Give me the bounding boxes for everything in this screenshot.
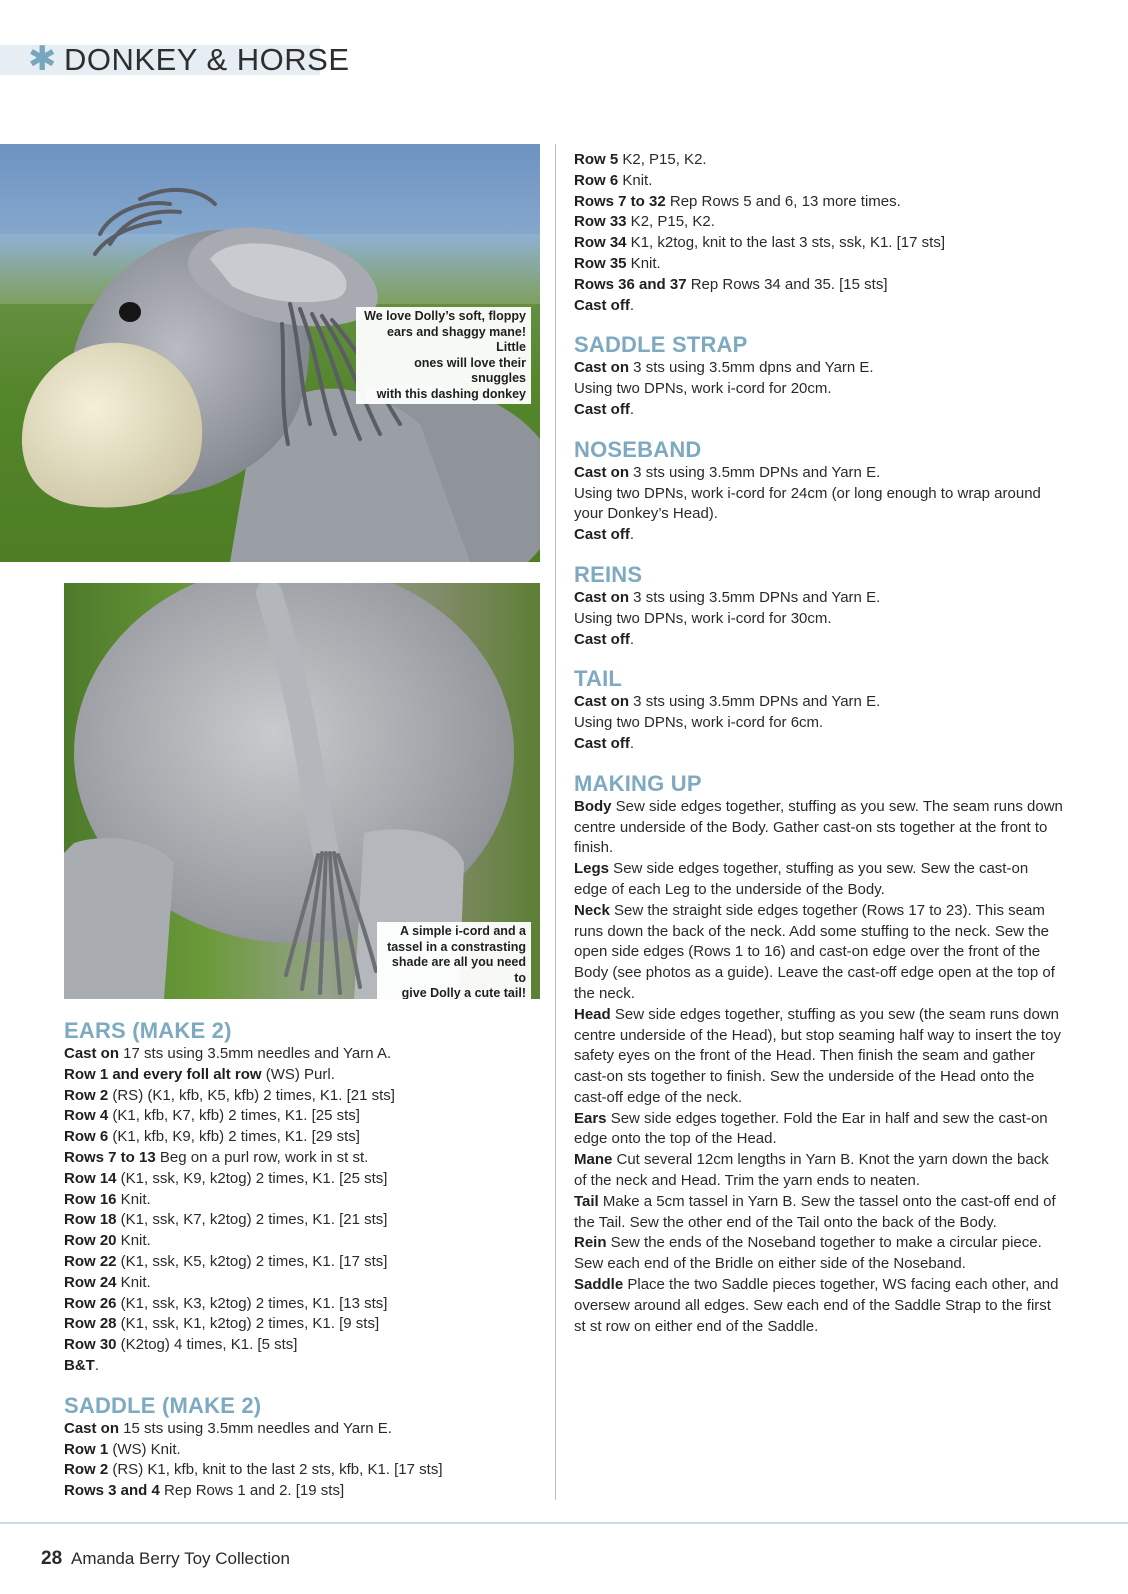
- instruction-text: (K1, ssk, K1, k2tog) 2 times, K1. [9 sts]: [116, 1315, 380, 1333]
- instruction-label: Legs: [574, 860, 610, 878]
- instruction-label: Body: [574, 797, 612, 815]
- instruction-text: 17 sts using 3.5mm needles and Yarn A.: [119, 1045, 392, 1062]
- instruction-line: [574, 1150, 1064, 1192]
- instruction-text: .: [629, 734, 635, 752]
- instruction-text: Sew side edges together, stuffing as you sew. Sew the cast-on edge of each Leg to the underside of the Body.: [574, 860, 1029, 898]
- instruction-text: (K1, ssk, K3, k2tog) 2 times, K1. [13 sts]: [116, 1294, 388, 1312]
- instruction-line: [574, 484, 1064, 526]
- instruction-line: [574, 609, 1064, 630]
- section-reins: [574, 562, 1064, 650]
- instruction-label: Cast off: [574, 630, 630, 648]
- instruction-label: Cast on: [574, 359, 630, 377]
- instruction-label: Rows 7 to 13: [64, 1148, 156, 1166]
- instruction-line: [64, 1169, 534, 1190]
- instruction-line: [574, 296, 1064, 317]
- instruction-text: (K1, ssk, K9, k2tog) 2 times, K1. [25 sts]: [116, 1169, 388, 1187]
- asterisk-icon: ✱: [28, 39, 57, 79]
- section-saddle: [64, 1393, 534, 1502]
- instruction-label: Row 2: [64, 1461, 109, 1479]
- instruction-line: [574, 630, 1064, 651]
- instruction-line: [574, 192, 1064, 213]
- instruction-label: Row 28: [64, 1315, 117, 1333]
- instruction-text: Using two DPNs, work i-cord for 24cm (or long enough to wrap around your Donkey’s Head).: [574, 484, 1041, 523]
- footer-rule: [0, 1522, 1128, 1524]
- instruction-line: [64, 1252, 534, 1273]
- instruction-label: Rows 7 to 32: [574, 192, 666, 210]
- instruction-line: [574, 1275, 1064, 1337]
- instruction-line: [64, 1190, 534, 1211]
- instruction-line: [574, 734, 1064, 755]
- instruction-label: Row 26: [64, 1294, 117, 1312]
- instruction-line: [64, 1314, 534, 1335]
- instruction-label: Ears: [574, 1109, 607, 1127]
- instruction-line: [574, 525, 1064, 546]
- instruction-line: [574, 358, 1064, 379]
- instruction-list: [574, 588, 1064, 650]
- left-column: [64, 1018, 534, 1518]
- instruction-label: Rein: [574, 1234, 607, 1252]
- instruction-line: [574, 1005, 1064, 1109]
- instruction-line: [64, 1273, 534, 1294]
- instruction-text: Sew side edges together, stuffing as you sew (the seam runs down centre underside of the Head), but stop seaming half way to insert the toy safety eyes on the front of the Head. Then finish the seam and gather cast-on sts together to finish. Sew the underside of the Head onto the cast-off edge of the neck.: [574, 1005, 1061, 1106]
- instruction-text: Sew the ends of the Noseband together to make a circular piece. Sew each end of the Bridle on either side of the Noseband.: [574, 1234, 1042, 1273]
- section-making-up: [574, 771, 1064, 1338]
- instruction-line: [64, 1148, 534, 1169]
- instruction-line: [64, 1419, 534, 1440]
- instruction-text: Using two DPNs, work i-cord for 6cm.: [574, 714, 824, 732]
- instruction-text: 15 sts using 3.5mm needles and Yarn E.: [119, 1419, 392, 1437]
- photo-caption: A simple i-cord and a tassel in a constrasting shade are all you need to give Dolly a cute tail!: [377, 922, 531, 999]
- instruction-line: [574, 1109, 1064, 1151]
- instruction-text: Rep Rows 1 and 2. [19 sts]: [159, 1482, 345, 1500]
- instruction-label: Tail: [574, 1192, 599, 1210]
- instruction-text: 3 sts using 3.5mm DPNs and Yarn E.: [629, 693, 881, 711]
- instruction-text: (K1, kfb, K9, kfb) 2 times, K1. [29 sts]: [108, 1128, 360, 1146]
- instruction-label: Cast on: [574, 693, 630, 711]
- instruction-label: Row 34: [574, 234, 627, 252]
- instruction-label: Row 30: [64, 1336, 117, 1354]
- instruction-list: [574, 463, 1064, 546]
- instruction-line: [64, 1127, 534, 1148]
- instruction-label: Cast on: [574, 463, 630, 481]
- instruction-list: [64, 1419, 534, 1502]
- right-column: [574, 150, 1064, 1353]
- instruction-line: [574, 400, 1064, 421]
- instruction-text: K1, k2tog, knit to the last 3 sts, ssk, K1. [17 sts]: [626, 234, 945, 252]
- instruction-label: Row 24: [64, 1273, 117, 1291]
- instruction-label: Row 1: [64, 1440, 109, 1458]
- instruction-list: [574, 692, 1064, 754]
- instruction-text: (K1, ssk, K5, k2tog) 2 times, K1. [17 sts]: [116, 1252, 388, 1270]
- section-ears: [64, 1018, 534, 1377]
- instruction-line: [574, 463, 1064, 484]
- section-heading: TAIL: [574, 666, 623, 692]
- instruction-label: Row 20: [64, 1232, 117, 1250]
- section-heading: EARS (MAKE 2): [64, 1018, 232, 1043]
- instruction-text: Knit.: [626, 254, 661, 272]
- instruction-line: [574, 901, 1064, 1005]
- instruction-text: (K2tog) 4 times, K1. [5 sts]: [116, 1336, 298, 1354]
- instruction-label: Row 35: [574, 254, 627, 272]
- publication-name: Amanda Berry Toy Collection: [71, 1549, 290, 1568]
- section-heading: SADDLE (MAKE 2): [64, 1392, 262, 1418]
- instruction-label: Row 14: [64, 1169, 117, 1187]
- instruction-label: Row 33: [574, 213, 627, 231]
- section-heading: REINS: [574, 561, 643, 587]
- instruction-label: Row 2: [64, 1086, 109, 1104]
- section-saddle-strap: [574, 332, 1064, 420]
- instruction-line: [64, 1440, 534, 1461]
- instruction-text: Knit.: [116, 1190, 151, 1208]
- instruction-line: [574, 859, 1064, 901]
- section-tail: [574, 666, 1064, 754]
- instruction-label: Row 18: [64, 1211, 117, 1229]
- instruction-text: (K1, ssk, K7, k2tog) 2 times, K1. [21 sts]: [116, 1211, 388, 1229]
- instruction-line: [64, 1460, 534, 1481]
- instruction-text: Knit.: [618, 171, 653, 189]
- instruction-label: Saddle: [574, 1276, 624, 1294]
- instruction-line: [574, 171, 1064, 192]
- instruction-label: Row 5: [574, 151, 619, 168]
- section-heading: NOSEBAND: [574, 436, 702, 462]
- instruction-label: Row 22: [64, 1252, 117, 1270]
- instruction-label: Neck: [574, 901, 610, 919]
- instruction-line: [64, 1481, 534, 1502]
- instruction-line: [574, 212, 1064, 233]
- section-saddle-continued: [574, 150, 1064, 316]
- donkey-tail-photo: [64, 583, 540, 999]
- instruction-label: Row 6: [64, 1128, 109, 1146]
- section-noseband: [574, 437, 1064, 546]
- instruction-line: [574, 379, 1064, 400]
- section-heading: MAKING UP: [574, 770, 702, 796]
- instruction-label: Cast on: [64, 1045, 120, 1062]
- instruction-label: Rows 36 and 37: [574, 275, 687, 293]
- instruction-label: Head: [574, 1005, 611, 1023]
- instruction-text: Rep Rows 34 and 35. [15 sts]: [686, 275, 888, 293]
- instruction-list: [574, 797, 1064, 1338]
- instruction-text: (K1, kfb, K7, kfb) 2 times, K1. [25 sts]: [108, 1107, 360, 1125]
- instruction-text: .: [629, 296, 635, 314]
- instruction-line: [64, 1106, 534, 1127]
- instruction-text: 3 sts using 3.5mm DPNs and Yarn E.: [629, 463, 881, 481]
- instruction-label: Cast off: [574, 526, 630, 544]
- instruction-text: K2, P15, K2.: [618, 151, 707, 168]
- instruction-label: Row 16: [64, 1190, 117, 1208]
- instruction-text: .: [629, 630, 635, 648]
- instruction-line: [64, 1294, 534, 1315]
- column-divider: [555, 144, 556, 1500]
- instruction-list: [64, 1044, 534, 1377]
- instruction-line: [574, 150, 1064, 171]
- instruction-label: Cast on: [574, 588, 630, 606]
- instruction-text: .: [629, 400, 635, 418]
- instruction-text: Sew side edges together. Fold the Ear in half and sew the cast-on edge onto the top of the Head.: [574, 1109, 1048, 1148]
- instruction-text: Using two DPNs, work i-cord for 30cm.: [574, 609, 832, 627]
- instruction-line: [574, 797, 1064, 859]
- instruction-line: [574, 233, 1064, 254]
- instruction-text: K2, P15, K2.: [626, 213, 715, 231]
- instruction-label: Rows 3 and 4: [64, 1482, 160, 1500]
- page-number: 28: [41, 1548, 63, 1569]
- instruction-line: [574, 713, 1064, 734]
- photo-caption: We love Dolly’s soft, floppy ears and shaggy mane! Little ones will love their snuggles with this dashing donkey: [356, 307, 531, 404]
- instruction-label: B&T: [64, 1356, 95, 1374]
- section-heading: SADDLE STRAP: [574, 332, 748, 358]
- instruction-list: [574, 150, 1064, 316]
- instruction-line: [64, 1210, 534, 1231]
- instruction-line: [64, 1065, 534, 1086]
- instruction-text: 3 sts using 3.5mm dpns and Yarn E.: [629, 359, 874, 377]
- instruction-text: Knit.: [116, 1273, 151, 1291]
- instruction-label: Row 6: [574, 171, 619, 189]
- instruction-text: (RS) (K1, kfb, K5, kfb) 2 times, K1. [21 sts]: [108, 1086, 395, 1104]
- instruction-label: Row 4: [64, 1107, 109, 1125]
- instruction-line: [574, 588, 1064, 609]
- instruction-text: Place the two Saddle pieces together, WS facing each other, and oversew around all edges. Sew each end of the Saddle Strap to the first st st row on either end of the Saddle.: [574, 1276, 1059, 1335]
- instruction-line: [574, 1233, 1064, 1275]
- instruction-line: [574, 1192, 1064, 1234]
- instruction-text: .: [629, 526, 635, 544]
- instruction-text: .: [94, 1356, 99, 1374]
- instruction-label: Cast off: [574, 296, 630, 314]
- instruction-line: [64, 1231, 534, 1252]
- instruction-label: Cast off: [574, 734, 630, 752]
- instruction-list: [574, 358, 1064, 420]
- instruction-text: (RS) K1, kfb, knit to the last 2 sts, kfb, K1. [17 sts]: [108, 1461, 443, 1479]
- instruction-text: Knit.: [116, 1232, 151, 1250]
- instruction-text: Cut several 12cm lengths in Yarn B. Knot the yarn down the back of the neck and Head. Trim the yarn ends to neaten.: [574, 1151, 1049, 1190]
- instruction-label: Cast on: [64, 1419, 120, 1437]
- page-title: DONKEY & HORSE: [64, 42, 350, 77]
- instruction-line: [574, 254, 1064, 275]
- instruction-line: [64, 1356, 534, 1377]
- instruction-text: Rep Rows 5 and 6, 13 more times.: [665, 192, 901, 210]
- instruction-line: [574, 692, 1064, 713]
- instruction-label: Row 1 and every foll alt row: [64, 1065, 262, 1083]
- instruction-text: Sew the straight side edges together (Rows 17 to 23). This seam runs down the back of the neck. Add some stuffing to the neck. Sew the open side edges (Rows 1 to 16) and cast-on edge over the front of the Body (see photos as a guide). Leave the cast-off edge open at the top of the neck.: [574, 901, 1055, 1002]
- donkey-head-photo: [0, 144, 540, 562]
- instruction-text: Make a 5cm tassel in Yarn B. Sew the tassel onto the cast-off end of the Tail. Sew the other end of the Tail onto the back of the Body.: [574, 1192, 1056, 1231]
- instruction-text: Sew side edges together, stuffing as you sew. The seam runs down centre underside of the Body. Gather cast-on sts together at the front to finish.: [574, 797, 1063, 857]
- instruction-text: Beg on a purl row, work in st st.: [155, 1148, 369, 1166]
- instruction-text: (WS) Knit.: [108, 1440, 181, 1458]
- instruction-text: Using two DPNs, work i-cord for 20cm.: [574, 380, 832, 398]
- instruction-line: [64, 1044, 534, 1065]
- instruction-text: (WS) Purl.: [261, 1065, 335, 1083]
- instruction-line: [574, 275, 1064, 296]
- instruction-text: 3 sts using 3.5mm DPNs and Yarn E.: [629, 588, 881, 606]
- instruction-line: [64, 1335, 534, 1356]
- instruction-label: Mane: [574, 1151, 613, 1169]
- instruction-line: [64, 1086, 534, 1107]
- instruction-label: Cast off: [574, 400, 630, 418]
